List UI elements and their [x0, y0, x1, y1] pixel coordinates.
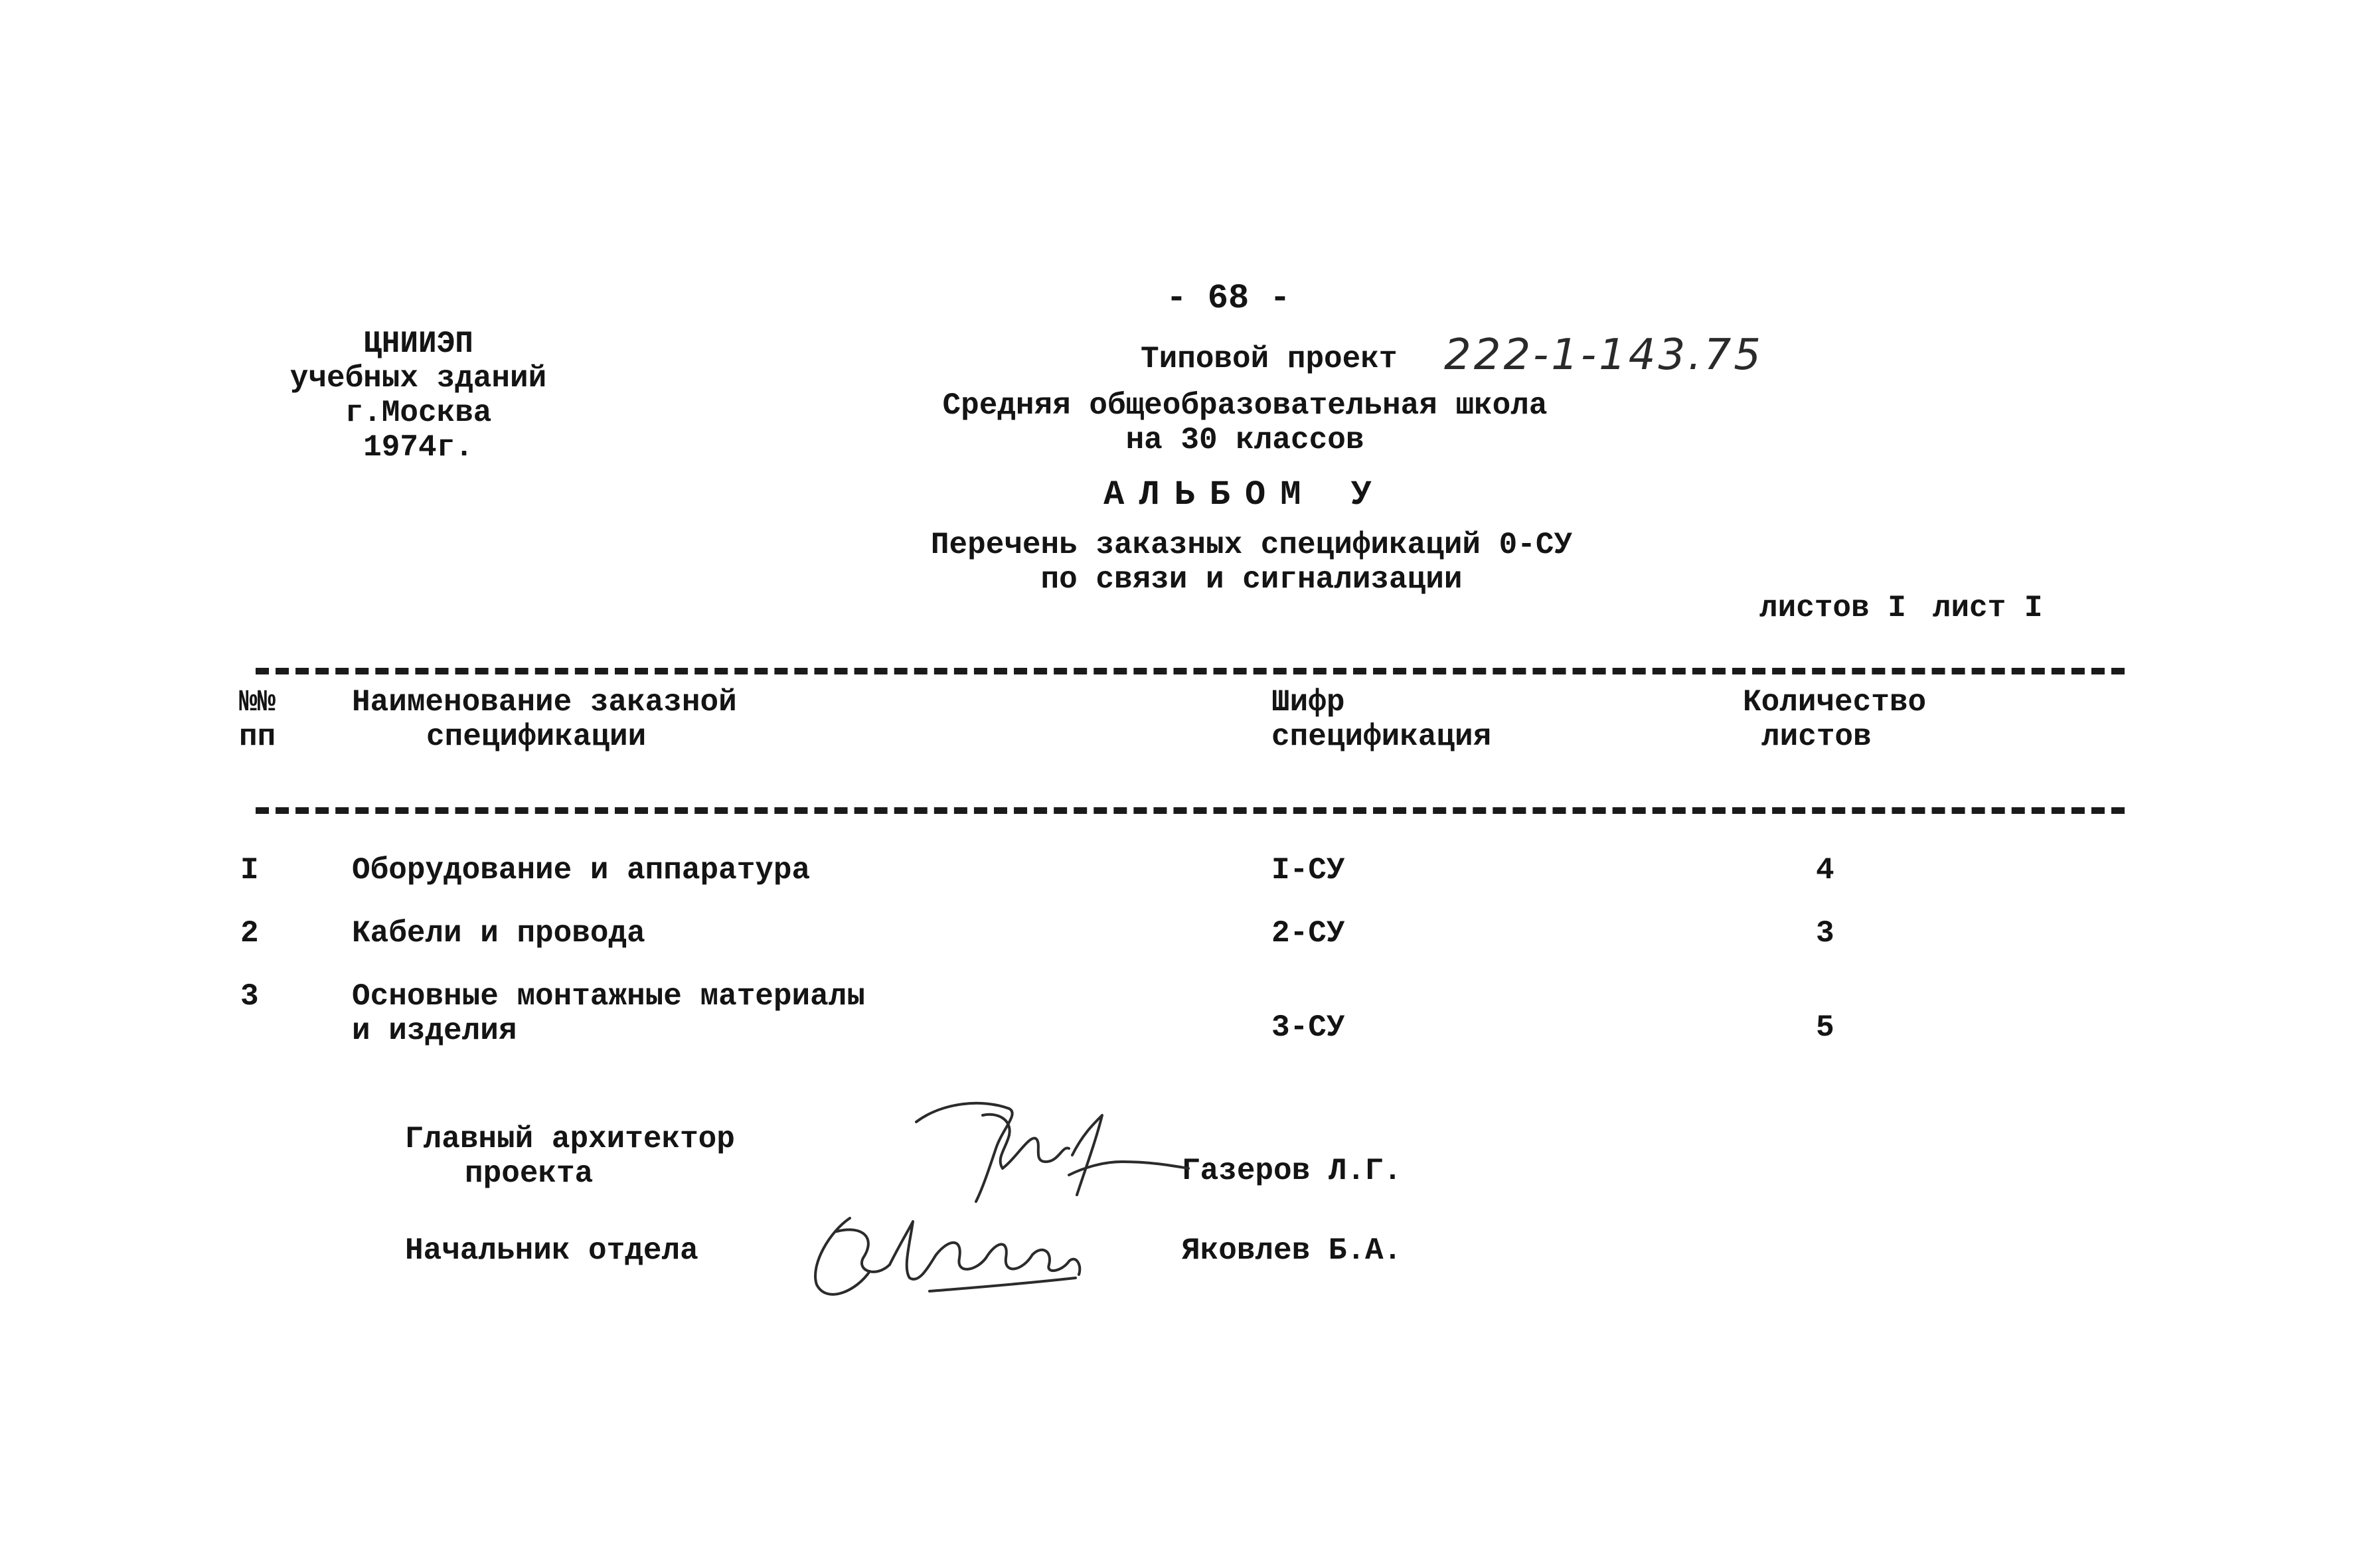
- school-title-line-1: Средняя общеобразовательная школа: [942, 388, 1548, 423]
- department-head-title: Начальник отдела: [405, 1233, 698, 1268]
- sheets-info: [1759, 591, 2069, 625]
- album-title: АЛЬБОМ У: [1103, 475, 1386, 514]
- row-3-code: 3-СУ: [1271, 1010, 1345, 1045]
- organization-line-2: учебных зданий: [289, 361, 547, 396]
- chief-architect-name: Газеров Л.Г.: [1182, 1154, 1402, 1188]
- row-2-quantity: 3: [1816, 916, 1834, 951]
- list-title-line-2: по связи и сигнализации: [1040, 562, 1463, 597]
- school-title-line-2: на 30 классов: [1125, 423, 1364, 457]
- chief-architect-title: [405, 1122, 735, 1191]
- row-1-number: I: [240, 853, 259, 888]
- header-quantity-line-1: Количество: [1743, 685, 1927, 720]
- sheets-total: листов I: [1759, 591, 1906, 625]
- header-name: [352, 685, 737, 754]
- header-code: [1271, 685, 1491, 754]
- chief-architect-title-line-2: проекта: [465, 1156, 594, 1191]
- organization-year: 1974г.: [363, 430, 473, 465]
- header-name-line-2: спецификации: [426, 720, 647, 754]
- row-2-code: 2-СУ: [1271, 916, 1345, 951]
- department-head-signature: [797, 1192, 1129, 1311]
- organization-line-1: ЦНИИЭП: [363, 327, 473, 361]
- header-code-line-1: Шифр: [1271, 685, 1345, 720]
- row-3-name: [352, 979, 865, 1048]
- row-3-quantity: 5: [1816, 1010, 1834, 1045]
- row-3-name-line-1: Основные монтажные материалы: [352, 979, 865, 1014]
- page-number: - 68 -: [1166, 279, 1291, 318]
- row-1-quantity: 4: [1816, 853, 1834, 888]
- list-title-line-1: Перечень заказных спецификаций 0-СУ: [930, 528, 1573, 562]
- project-number-handwritten: 222-1-143.75: [1444, 331, 1763, 380]
- project-label: Типовой проект: [1141, 342, 1398, 376]
- header-quantity: [1743, 685, 1926, 754]
- header-number-line-2: пп: [239, 720, 276, 754]
- department-head-name: Яковлев Б.А.: [1182, 1233, 1402, 1268]
- row-2-number: 2: [240, 916, 259, 951]
- header-quantity-line-2: листов: [1761, 720, 1872, 754]
- row-1-code: I-СУ: [1271, 853, 1345, 888]
- header-bottom-divider: [256, 807, 2125, 814]
- sheet-current: лист I: [1932, 591, 2043, 625]
- header-code-line-2: спецификация: [1271, 720, 1492, 754]
- header-name-line-1: Наименование заказной: [352, 685, 737, 720]
- chief-architect-title-line-1: Главный архитектор: [405, 1122, 735, 1156]
- row-3-name-line-2: и изделия: [352, 1014, 517, 1048]
- organization-block: [252, 327, 584, 465]
- header-number: [239, 685, 276, 754]
- header-top-divider: [256, 668, 2125, 674]
- organization-line-3: г.Москва: [345, 396, 492, 430]
- row-2-name: Кабели и провода: [352, 916, 645, 951]
- row-3-number: 3: [240, 979, 259, 1014]
- header-number-line-1: №№: [239, 685, 276, 720]
- row-1-name: Оборудование и аппаратура: [352, 853, 811, 888]
